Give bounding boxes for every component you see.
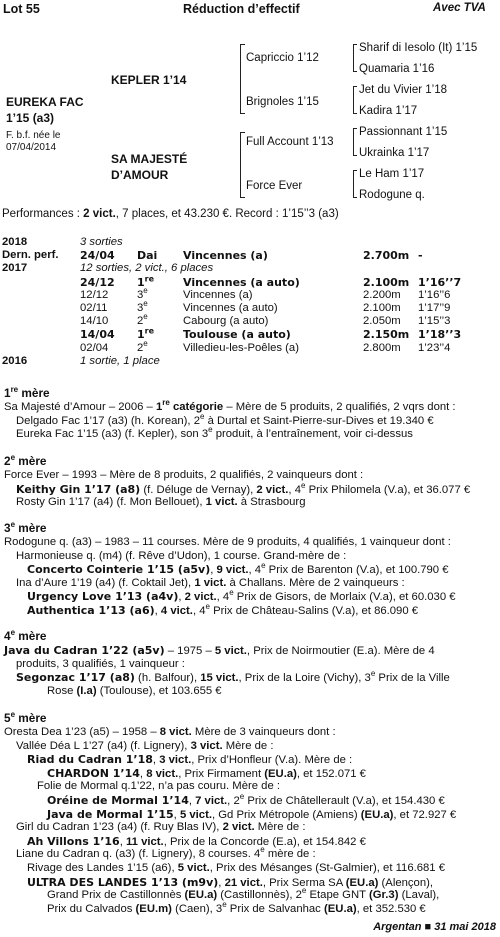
family-line: Vallée Déa L 1’27 (a4) (f. Lignery), 3 vict. Mère de : [16, 739, 274, 752]
family-line: Rosty Gin 1’17 (a4) (f. Mon Bellouet), 1 vict. à Strasbourg [16, 496, 306, 509]
horse-birthdate: 07/04/2014 [6, 142, 57, 153]
family-line: Rivage des Landes 1’15 (a6), 5 vict., Prix des Mésanges (St-Galmier), et 116.681 € [27, 862, 446, 874]
race-cell: 14/04 [80, 328, 115, 342]
race-cell: 3 sorties [80, 236, 123, 248]
section-title: 1re mère [4, 385, 50, 400]
family-line: Authentica 1’13 (a6), 4 vict., 4e Prix de Château-Salins (V.a), et 86.090 € [27, 602, 419, 617]
pedigree-gen3-item: Passionnant 1’15 [359, 126, 448, 138]
race-year: 2017 [2, 262, 28, 275]
race-cell: 2e [137, 312, 148, 328]
family-line: Ah Villons 1’16, 11 vict., Prix de la Concorde (E.a), et 154.842 € [27, 834, 366, 848]
pedigree-gen3-item: Kadira 1’17 [359, 105, 418, 117]
family-line: Keithy Gin 1’17 (a8) (f. Déluge de Vernay), 2 vict., 4e Prix Philomela (V.a), et 36.077 € [16, 480, 471, 496]
race-cell: 2.100m [363, 275, 410, 289]
family-line: Oréine de Mormal 1’14, 7 vict., 2e Prix de Châtellerault (V.a), et 154.430 € [47, 792, 445, 807]
race-cell: 02/11 [80, 302, 108, 314]
pedigree-gen3-item: Jet du Vivier 1’18 [359, 84, 448, 96]
race-cell: Dai [137, 249, 158, 263]
family-line: Prix du Calvados (EU.m) (Caen), 3e Prix de Salvanhac (EU.a), et 352.530 € [47, 900, 426, 915]
race-cell: 1’17’’9 [418, 302, 451, 314]
family-line: Delgado Fac 1’17 (a3) (h. Korean), 2e à Durtal et Saint-Pierre-sur-Dives et 19.340 € [16, 411, 434, 427]
family-line: Oresta Dea 1’23 (a5) – 1958 – 8 vict. Mère de 3 vainqueurs dont : [4, 726, 336, 738]
race-cell: Vincennes (a auto) [183, 275, 300, 289]
race-cell: 02/04 [80, 341, 109, 354]
family-line: Rodogune q. (a3) – 1983 – 11 courses. Mère de 9 produits, 4 qualifiés, 1 vainqueur dont : [4, 536, 451, 548]
race-cell: Villedieu-les-Poêles (a) [183, 341, 299, 354]
race-cell: 14/10 [80, 315, 109, 328]
race-cell: Cabourg (a auto) [183, 315, 269, 328]
pedigree-gen2-item: Capriccio 1’12 [246, 52, 319, 64]
race-cell: 1re [137, 273, 155, 289]
race-cell: 1’16’’6 [418, 288, 451, 301]
family-line: Urgency Love 1’13 (a4v), 2 vict., 4e Prix de Gisors, de Morlaix (V.a), et 60.030 € [27, 588, 456, 604]
family-line: Sa Majesté d’Amour – 2006 – 1re catégorie – Mère de 5 produits, 2 qualifiés, 2 vqrs dont : [4, 398, 456, 413]
race-cell: 3e [137, 299, 148, 314]
family-line: Java du Cadran 1’22 (a5v) – 1975 – 5 vict., Prix de Noirmoutier (E.a). Mère de 4 [4, 644, 435, 657]
race-cell: 3e [137, 286, 148, 301]
pedigree-gen3-item: Rodogune q. [359, 189, 425, 201]
race-cell: 1re [137, 326, 155, 342]
tva-label: Avec TVA [433, 2, 486, 14]
race-cell: 2.100m [363, 302, 401, 314]
family-line: Force Ever – 1993 – Mère de 8 produits, 2 qualifiés, 2 vainqueurs dont : [4, 469, 364, 481]
lot-number: Lot 55 [3, 2, 40, 16]
race-cell: 1’16’’7 [418, 275, 462, 289]
bracket-dam [240, 132, 241, 198]
family-line: CHARDON 1’14, 8 vict., Prix Firmament (EU.a), et 152.071 € [47, 766, 366, 780]
pedigree-gen3-item: Sharif di Iesolo (It) 1’15 [359, 42, 478, 54]
family-line: Rose (I.a) (Toulouse), et 103.655 € [47, 684, 222, 697]
race-cell: 24/12 [80, 275, 115, 289]
pedigree-gen2-item: Brignoles 1’15 [246, 96, 319, 108]
race-year: 2016 [2, 354, 28, 367]
pedigree-gen3-item: Ukrainka 1’17 [359, 147, 430, 159]
horse-record: 1’15 (a3) [6, 111, 55, 125]
race-cell: 1’23’’4 [418, 341, 451, 354]
race-cell: 2.800m [363, 341, 401, 354]
section-title: 2e mère [4, 453, 47, 468]
family-line: produits, 3 qualifiés, 1 vainqueur : [16, 657, 185, 670]
race-cell: 12/12 [80, 288, 109, 301]
family-line: Concerto Cointerie 1’15 (a5v), 9 vict., 4e Prix de Barenton (V.a), et 100.790 € [27, 561, 449, 577]
race-cell: Vincennes (a) [183, 288, 253, 301]
family-line: Liane du Cadran q. (a3) (f. Lignery), 8 courses. 4e mère de : [16, 845, 316, 861]
race-cell: 2.700m [363, 249, 410, 263]
race-cell: 24/04 [80, 249, 115, 263]
family-line: Eureka Fac 1’15 (a3) (f. Kepler), son 3e produit, à l’entraînement, voir ci-dessus [16, 425, 413, 441]
family-line: Segonzac 1’17 (a8) (h. Balfour), 15 vict., Prix de la Loire (Vichy), 3e Prix de la Ville [16, 669, 450, 685]
race-cell: 2.050m [363, 315, 401, 328]
family-line: Riad du Cadran 1’18, 3 vict., Prix d’Honfleur (V.a). Mère de : [27, 753, 353, 767]
section-title: 4e mère [4, 628, 47, 643]
family-line: Folie de Mormal q.1’22, n’a pas couru. Mère de : [37, 780, 281, 793]
pedigree-gen2-item: Full Account 1’13 [246, 136, 334, 148]
race-cell: 2.150m [363, 328, 410, 342]
family-line: Java de Mormal 1’15, 5 vict., Gd Prix Métropole (Amiens) (EU.a), et 72.927 € [47, 807, 457, 821]
race-cell: 1’18’’3 [418, 328, 462, 342]
family-line: Ina d’Aure 1’19 (a4) (f. Coktail Jet), 1 vict. à Challans. Mère de 2 vainqueurs : [16, 576, 405, 589]
race-cell: Vincennes (a auto) [183, 302, 278, 314]
footer: Argentan ■ 31 mai 2018 [373, 921, 496, 933]
race-cell: 1 sortie, 1 place [80, 354, 160, 367]
race-year: 2018 [2, 236, 28, 248]
family-line: ULTRA DES LANDES 1’13 (m9v), 21 vict., Prix Serma SA (EU.a) (Alençon), [27, 875, 434, 889]
race-cell: - [418, 249, 423, 263]
sire: KEPLER 1’14 [111, 73, 187, 87]
family-line: Girl du Cadran 1’23 (a4) (f. Ruy Blas IV), 2 vict. Mère de : [16, 821, 306, 834]
dam-line1: SA MAJESTÉ [111, 152, 188, 166]
pedigree-gen2-item: Force Ever [246, 180, 303, 192]
page-title: Réduction d’effectif [183, 2, 300, 16]
pedigree-gen3-item: Quamaria 1’16 [359, 63, 435, 75]
section-title: 5e mère [4, 710, 47, 725]
race-cell: 1’15’’3 [418, 315, 451, 328]
race-cell: Vincennes (a) [183, 249, 268, 263]
section-title: 3e mère [4, 520, 47, 535]
dam-line2: D’AMOUR [111, 168, 169, 182]
race-year: Dern. perf. [2, 249, 59, 262]
horse-name: EUREKA FAC [6, 95, 84, 109]
performances-summary: Performances : 2 vict., 7 places, et 43.230 €. Record : 1’15’’3 (a3) [2, 208, 339, 220]
horse-sex: F. b.f. née le [6, 130, 61, 141]
race-cell: 2e [137, 338, 148, 354]
family-line: Harmonieuse q. (m4) (f. Rêve d’Udon), 1 course. Grand-mère de : [16, 549, 347, 562]
pedigree-gen3-item: Le Ham 1’17 [359, 168, 425, 180]
family-line: Grand Prix de Castillonnès (EU.a) (Castillonnès), 2e Etape GNT (Gr.3) (Laval), [47, 886, 440, 902]
bracket-sire [240, 44, 241, 114]
race-cell: Toulouse (a auto) [183, 328, 291, 342]
race-cell: 12 sorties, 2 vict., 6 places [80, 262, 214, 275]
race-cell: 2.200m [363, 288, 401, 301]
